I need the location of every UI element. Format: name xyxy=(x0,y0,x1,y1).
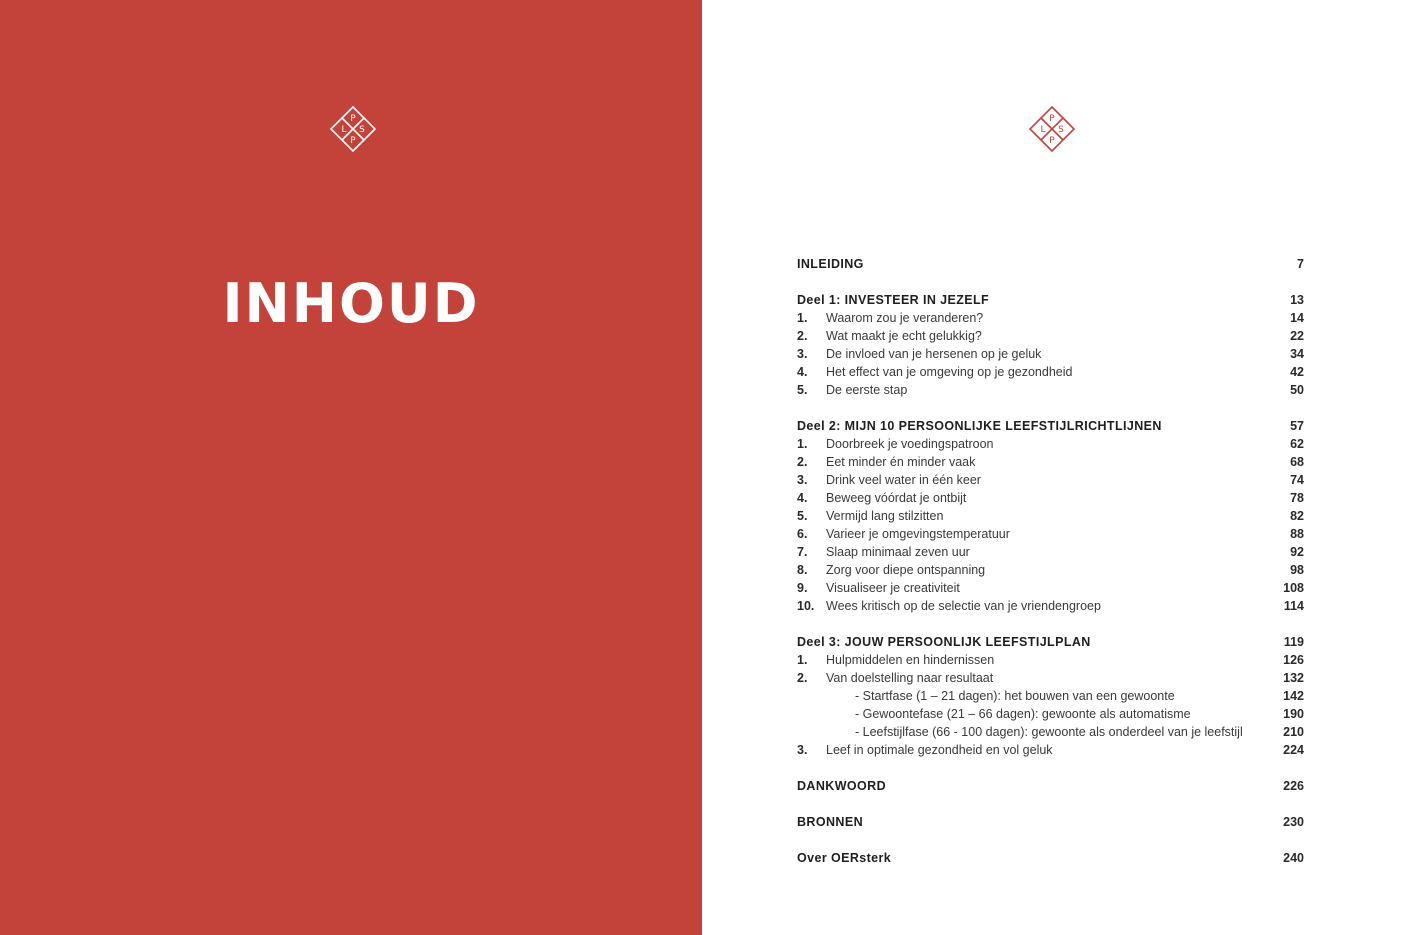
toc-item-title: Vermijd lang stilzitten xyxy=(826,509,944,523)
toc-item-title: - Leefstijlfase (66 - 100 dagen): gewoonte als onderdeel van je leefstijl xyxy=(855,725,1243,739)
toc-page-number: 82 xyxy=(1290,509,1304,523)
toc-item-number: 9. xyxy=(797,581,808,595)
toc-entry-deel1[interactable] xyxy=(797,291,1304,309)
toc-page-number: 240 xyxy=(1283,851,1304,865)
toc-item-number: 10. xyxy=(797,599,815,613)
toc-item-title: Beweeg vóórdat je ontbijt xyxy=(826,491,967,505)
toc-item[interactable] xyxy=(797,651,1304,669)
toc-item-title: - Startfase (1 – 21 dagen): het bouwen van een gewoonte xyxy=(855,689,1175,703)
toc-page-number: 42 xyxy=(1290,365,1304,379)
toc-item[interactable] xyxy=(797,489,1304,507)
toc-page-number: 22 xyxy=(1290,329,1304,343)
toc-heading: INLEIDING xyxy=(797,257,864,271)
toc-item[interactable] xyxy=(797,327,1304,345)
toc-item-title: Van doelstelling naar resultaat xyxy=(826,671,994,685)
toc-item[interactable] xyxy=(797,507,1304,525)
toc-item-number: 1. xyxy=(797,653,808,667)
toc-page-number: 114 xyxy=(1283,599,1304,613)
toc-item-title: Visualiseer je creativiteit xyxy=(826,581,960,595)
logo-letter-left: L xyxy=(1040,125,1046,135)
toc-item-number: 4. xyxy=(797,365,808,379)
toc-item-number: 3. xyxy=(797,743,808,757)
toc-item-title: De eerste stap xyxy=(826,383,908,397)
toc-item[interactable] xyxy=(797,309,1304,327)
toc-page-number: 74 xyxy=(1290,473,1304,487)
toc-item-title: Slaap minimaal zeven uur xyxy=(826,545,970,559)
toc-item-number: 1. xyxy=(797,437,808,451)
toc-item-title: Zorg voor diepe ontspanning xyxy=(826,563,986,577)
toc-item-title: - Gewoontefase (21 – 66 dagen): gewoonte als automatisme xyxy=(855,707,1191,721)
logo-letter-right: S xyxy=(359,125,365,135)
lpsp-diamond-icon xyxy=(329,105,377,153)
toc-entry-bronnen[interactable] xyxy=(797,813,1304,831)
toc-page-number: 92 xyxy=(1290,545,1304,559)
toc-item[interactable] xyxy=(797,597,1304,615)
toc-item-title: Hulpmiddelen en hindernissen xyxy=(826,653,995,667)
toc-item-title: Wees kritisch op de selectie van je vriendengroep xyxy=(826,599,1101,613)
toc-item-title: Varieer je omgevingstemperatuur xyxy=(826,527,1010,541)
toc-page-number: 50 xyxy=(1290,383,1304,397)
toc-item-number: 5. xyxy=(797,383,808,397)
toc-page-number: 142 xyxy=(1283,689,1304,703)
toc-entry-deel2[interactable] xyxy=(797,417,1304,435)
toc-page-number: 7 xyxy=(1297,257,1304,271)
toc-item-number: 2. xyxy=(797,329,808,343)
toc-item-number: 3. xyxy=(797,347,808,361)
toc-page-number: 108 xyxy=(1283,581,1304,595)
table-of-contents xyxy=(797,255,1304,867)
toc-item-number: 4. xyxy=(797,491,808,505)
toc-page-number: 78 xyxy=(1290,491,1304,505)
toc-item[interactable] xyxy=(797,669,1304,687)
toc-heading: Over OERsterk xyxy=(797,851,892,865)
toc-page-number: 126 xyxy=(1283,653,1304,667)
toc-page-number: 132 xyxy=(1283,671,1304,685)
toc-item-number: 6. xyxy=(797,527,808,541)
toc-item[interactable] xyxy=(797,525,1304,543)
toc-subitem[interactable] xyxy=(797,687,1304,705)
toc-entry-dankwoord[interactable] xyxy=(797,777,1304,795)
toc-item[interactable] xyxy=(797,543,1304,561)
toc-page-number: 210 xyxy=(1283,725,1304,739)
toc-item-number: 8. xyxy=(797,563,808,577)
toc-item-number: 2. xyxy=(797,455,808,469)
logo-letter-top: P xyxy=(350,114,356,124)
toc-item[interactable] xyxy=(797,471,1304,489)
toc-item-title: Waarom zou je veranderen? xyxy=(826,311,984,325)
toc-item-title: Eet minder én minder vaak xyxy=(826,455,976,469)
toc-page-number: 226 xyxy=(1283,779,1304,793)
toc-page-number: 14 xyxy=(1290,311,1304,325)
toc-page-number: 62 xyxy=(1290,437,1304,451)
page-title: INHOUD xyxy=(222,272,480,335)
toc-subitem[interactable] xyxy=(797,723,1304,741)
toc-page-number: 57 xyxy=(1290,419,1304,433)
toc-heading: BRONNEN xyxy=(797,815,863,829)
toc-page-number: 190 xyxy=(1283,707,1304,721)
logo-letter-left: L xyxy=(341,125,347,135)
toc-page-number: 34 xyxy=(1290,347,1304,361)
toc-item-number: 1. xyxy=(797,311,808,325)
logo-letter-top: P xyxy=(1049,114,1055,124)
toc-item-number: 5. xyxy=(797,509,808,523)
toc-item[interactable] xyxy=(797,741,1304,759)
logo-letter-bottom: P xyxy=(1049,136,1055,146)
toc-item[interactable] xyxy=(797,345,1304,363)
toc-entry-deel3[interactable] xyxy=(797,633,1304,651)
toc-item-number: 7. xyxy=(797,545,808,559)
toc-page-number: 98 xyxy=(1290,563,1304,577)
toc-page-number: 68 xyxy=(1290,455,1304,469)
toc-item-title: Leef in optimale gezondheid en vol geluk xyxy=(826,743,1053,757)
toc-item-number: 2. xyxy=(797,671,808,685)
toc-item[interactable] xyxy=(797,363,1304,381)
toc-item-title: Wat maakt je echt gelukkig? xyxy=(826,329,982,343)
toc-item[interactable] xyxy=(797,561,1304,579)
toc-page-number: 119 xyxy=(1283,635,1304,649)
toc-entry-over[interactable] xyxy=(797,849,1304,867)
toc-item[interactable] xyxy=(797,453,1304,471)
toc-item-number: 3. xyxy=(797,473,808,487)
toc-heading: Deel 3: JOUW PERSOONLIJK LEEFSTIJLPLAN xyxy=(797,635,1091,649)
toc-subitem[interactable] xyxy=(797,705,1304,723)
toc-heading: DANKWOORD xyxy=(797,779,887,793)
toc-item-title: Doorbreek je voedingspatroon xyxy=(826,437,994,451)
toc-heading: Deel 1: INVESTEER IN JEZELF xyxy=(797,293,990,307)
logo-letter-right: S xyxy=(1058,125,1064,135)
toc-item-title: Het effect van je omgeving op je gezondheid xyxy=(826,365,1073,379)
toc-item[interactable] xyxy=(797,435,1304,453)
toc-item-title: Drink veel water in één keer xyxy=(826,473,981,487)
toc-item-title: De invloed van je hersenen op je geluk xyxy=(826,347,1042,361)
toc-entry-inleiding[interactable] xyxy=(797,255,1304,273)
lpsp-diamond-icon xyxy=(1028,105,1076,153)
toc-item[interactable] xyxy=(797,381,1304,399)
toc-page-number: 13 xyxy=(1290,293,1304,307)
toc-page-number: 224 xyxy=(1283,743,1304,757)
toc-item[interactable] xyxy=(797,579,1304,597)
toc-page-number: 230 xyxy=(1283,815,1304,829)
toc-heading: Deel 2: MIJN 10 PERSOONLIJKE LEEFSTIJLRICHTLIJNEN xyxy=(797,419,1162,433)
logo-letter-bottom: P xyxy=(350,136,356,146)
toc-page-number: 88 xyxy=(1290,527,1304,541)
